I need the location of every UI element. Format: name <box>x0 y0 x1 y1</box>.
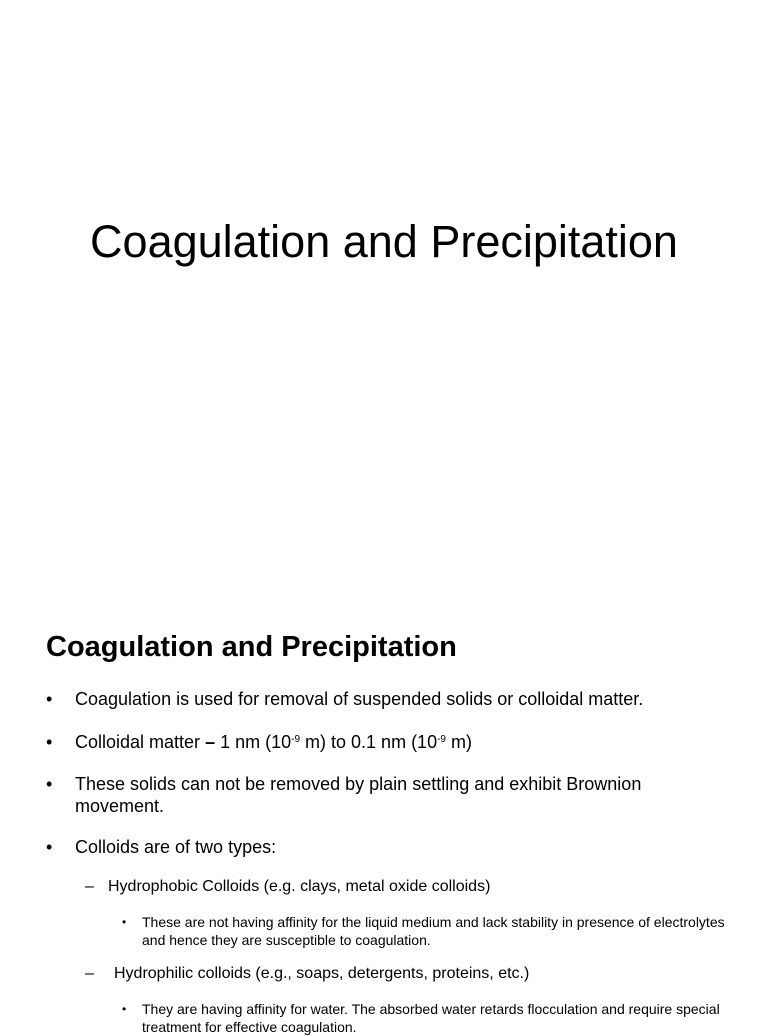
dash-marker: – <box>85 965 94 982</box>
bullet-marker: • <box>46 689 53 709</box>
detail-bullet-item <box>122 1000 732 1036</box>
bullet-item <box>46 773 735 817</box>
bullet-text: Coagulation is used for removal of suspended solids or colloidal matter. <box>75 689 644 709</box>
slide1-title: Coagulation and Precipitation <box>90 216 678 267</box>
detail-bullet-text: These are not having affinity for the liquid medium and lack stability in presence of electrolytes and hence they are susceptible to coagulation. <box>142 914 725 948</box>
bullet-item <box>46 836 735 858</box>
bullet-text: Colloids are of two types: <box>75 837 277 857</box>
bullet-marker: • <box>122 1002 127 1016</box>
bullet-text: Colloidal matter – 1 nm ($10^{-9}$ m) to 0.1 nm ($10^{-9}$ m) <box>75 732 472 752</box>
bullet-item <box>46 688 735 710</box>
dash-marker: – <box>85 878 94 895</box>
bullet-item <box>46 731 735 753</box>
bullet-marker: • <box>122 915 127 929</box>
bullet-marker: • <box>46 837 53 857</box>
bullet-text: These solids can not be removed by plain settling and exhibit Brownion movement. <box>75 774 642 816</box>
sub-bullet-item <box>85 877 728 897</box>
sub-bullet-text: Hydrophobic Colloids (e.g. clays, metal oxide colloids) <box>108 878 491 895</box>
bullet-marker: • <box>46 774 53 794</box>
sub-bullet-item <box>85 964 734 984</box>
sub-bullet-text: Hydrophilic colloids (e.g., soaps, detergents, proteins, etc.) <box>114 965 530 982</box>
detail-bullet-text: They are having affinity for water. The absorbed water retards flocculation and require special treatment for effective coagulation. <box>142 1001 720 1035</box>
bullet-marker: • <box>46 732 53 752</box>
detail-bullet-item <box>122 913 732 949</box>
slide2-title: Coagulation and Precipitation <box>46 631 457 663</box>
